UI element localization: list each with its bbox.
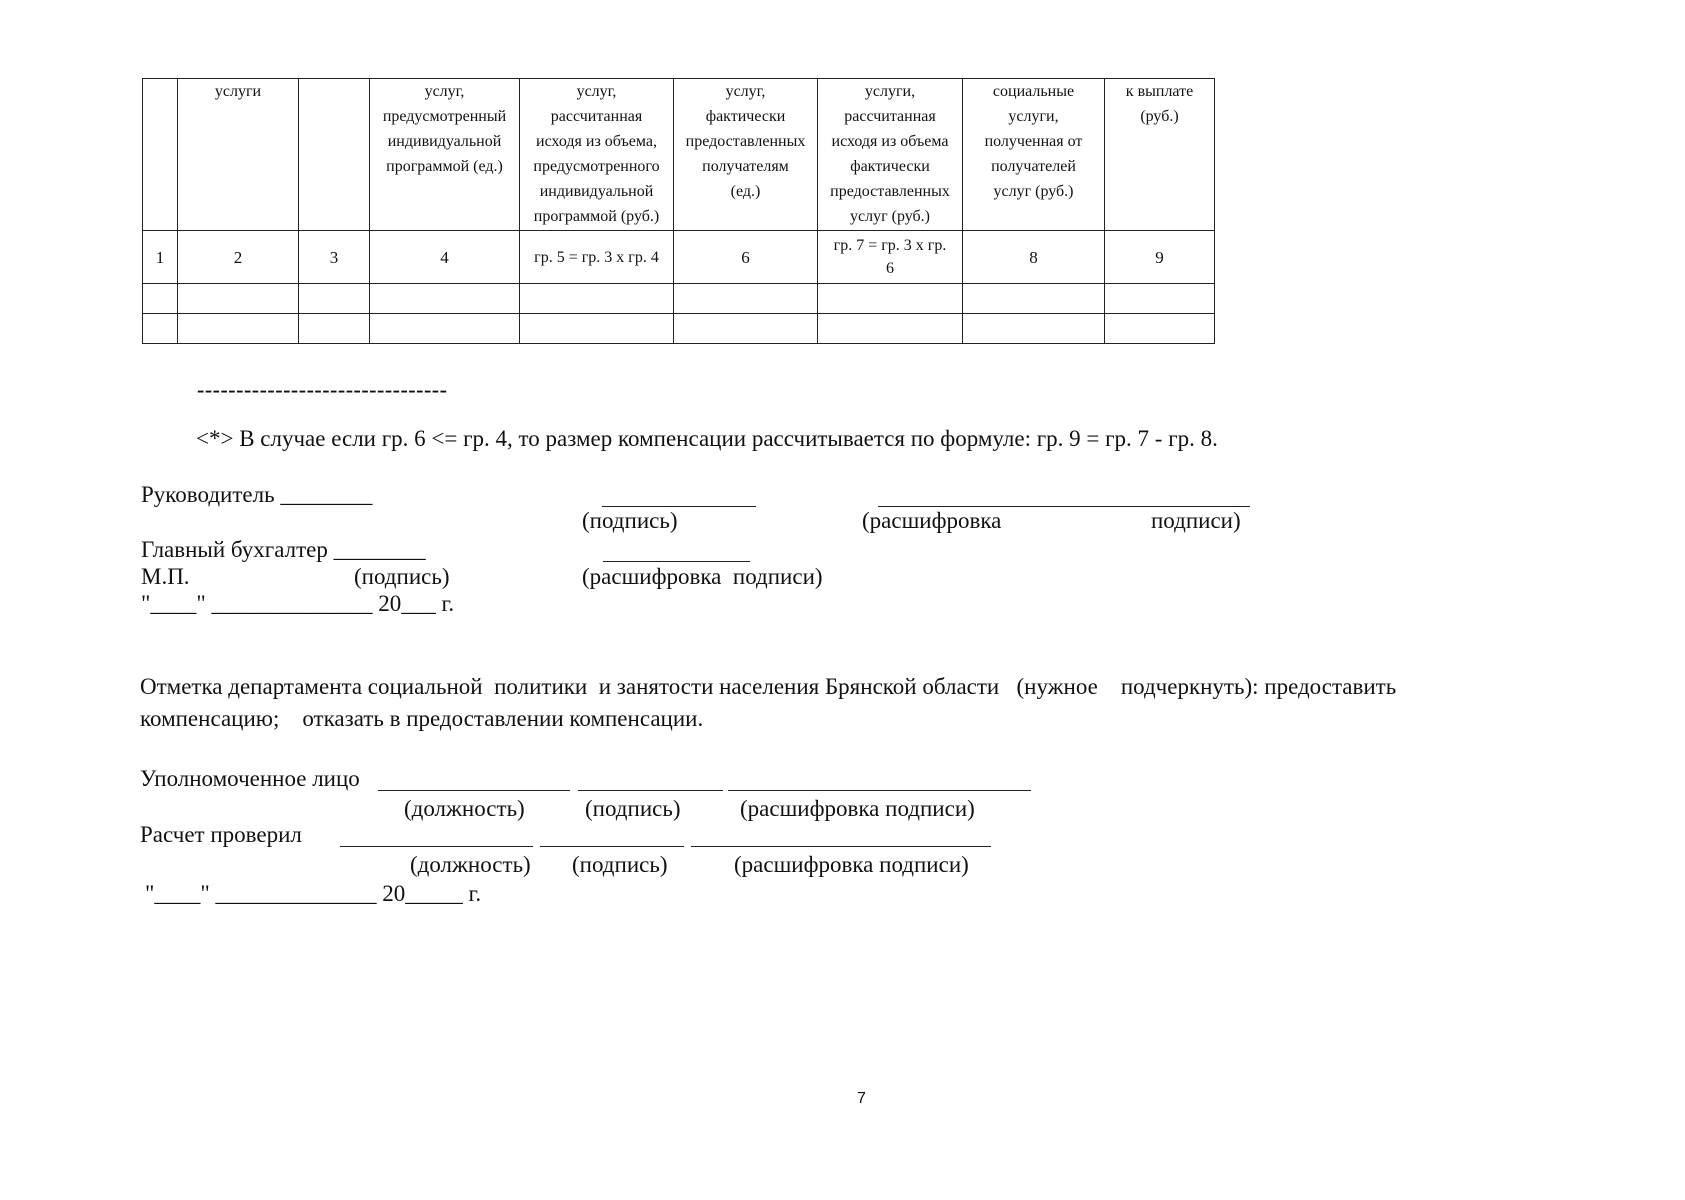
empty-cell — [818, 314, 963, 344]
footnote-text: <*> В случае если гр. 6 <= гр. 4, то размер компенсации рассчитывается по формуле: гр. 9 = гр. 7 - гр. 8. — [196, 426, 1218, 451]
empty-cell — [674, 284, 818, 314]
empty-cell — [963, 284, 1105, 314]
empty-cell — [178, 284, 299, 314]
checked-date-line: "____" ______________ 20_____ г. — [145, 881, 482, 906]
head-decode-caption-left: (расшифровка — [862, 508, 1002, 533]
accountant-label: Главный бухгалтер ________ — [141, 537, 426, 562]
authorized-label: Уполномоченное лицо — [140, 766, 360, 791]
authorized-position-line — [378, 790, 570, 791]
authorized-sign-line — [578, 790, 723, 791]
empty-cell — [674, 314, 818, 344]
number-cell-1: 1 — [143, 231, 178, 284]
header-cell-1 — [143, 79, 178, 231]
header-cell-6: услуг, фактически предоставленных получателям (ед.) — [674, 79, 818, 231]
number-cell-4: 4 — [370, 231, 520, 284]
empty-cell — [299, 284, 370, 314]
head-label: Руководитель ________ — [141, 482, 373, 507]
checked-position-line — [340, 846, 533, 847]
empty-cell — [1105, 284, 1215, 314]
department-mark-line1: Отметка департамента социальной политики и занятости населения Брянской области (нужное подчеркнуть): предоставить — [140, 674, 1397, 699]
empty-cell — [178, 314, 299, 344]
table-header-row — [143, 79, 1215, 231]
authorized-position-caption: (должность) — [404, 796, 525, 821]
page-number: 7 — [857, 1090, 866, 1107]
number-cell-3: 3 — [299, 231, 370, 284]
empty-cell — [143, 314, 178, 344]
head-decode-line — [878, 506, 1250, 507]
footnote-separator: -------------------------------- — [197, 377, 448, 402]
authorized-decode-line — [728, 790, 1031, 791]
number-cell-5: гр. 5 = гр. 3 x гр. 4 — [520, 231, 674, 284]
empty-cell — [370, 314, 520, 344]
stamp-place: М.П. — [141, 564, 190, 589]
empty-cell — [299, 314, 370, 344]
header-cell-5: услуг, рассчитанная исходя из объема, предусмотренного индивидуальной программой (руб.) — [520, 79, 674, 231]
empty-cell — [370, 284, 520, 314]
table-row — [143, 314, 1215, 344]
header-cell-3 — [299, 79, 370, 231]
number-cell-7: гр. 7 = гр. 3 x гр. 6 — [818, 231, 963, 284]
date-line: "____" ______________ 20___ г. — [141, 591, 455, 616]
checked-decode-line — [691, 846, 991, 847]
checked-decode-caption: (расшифровка подписи) — [734, 852, 969, 877]
header-cell-7: услуги, рассчитанная исходя из объема фактически предоставленных услуг (руб.) — [818, 79, 963, 231]
number-cell-2: 2 — [178, 231, 299, 284]
header-cell-2: услуги — [178, 79, 299, 231]
header-cell-4: услуг, предусмотренный индивидуальной программой (ед.) — [370, 79, 520, 231]
authorized-decode-caption: (расшифровка подписи) — [740, 796, 975, 821]
head-sign-line — [602, 506, 756, 507]
empty-cell — [143, 284, 178, 314]
accountant-sign-caption: (подпись) — [354, 564, 450, 589]
checked-sign-caption: (подпись) — [572, 852, 668, 877]
empty-cell — [520, 314, 674, 344]
empty-cell — [818, 284, 963, 314]
column-number-row — [143, 231, 1215, 284]
empty-cell — [963, 314, 1105, 344]
empty-cell — [520, 284, 674, 314]
number-cell-6: 6 — [674, 231, 818, 284]
head-sign-caption: (подпись) — [582, 508, 678, 533]
header-cell-8: социальные услуги, полученная от получателей услуг (руб.) — [963, 79, 1105, 231]
department-mark-line2: компенсацию; отказать в предоставлении компенсации. — [140, 706, 704, 731]
table-row — [143, 284, 1215, 314]
head-decode-caption-right: подписи) — [1151, 508, 1241, 533]
authorized-sign-caption: (подпись) — [585, 796, 681, 821]
number-cell-9: 9 — [1105, 231, 1215, 284]
checked-sign-line — [540, 846, 684, 847]
empty-cell — [1105, 314, 1215, 344]
header-cell-9: к выплате (руб.) — [1105, 79, 1215, 231]
checked-label: Расчет проверил — [140, 822, 302, 847]
number-cell-8: 8 — [963, 231, 1105, 284]
checked-position-caption: (должность) — [410, 852, 531, 877]
compensation-table — [142, 78, 1215, 344]
accountant-decode-caption: (расшифровка подписи) — [582, 564, 823, 589]
accountant-decode-line — [603, 561, 750, 562]
